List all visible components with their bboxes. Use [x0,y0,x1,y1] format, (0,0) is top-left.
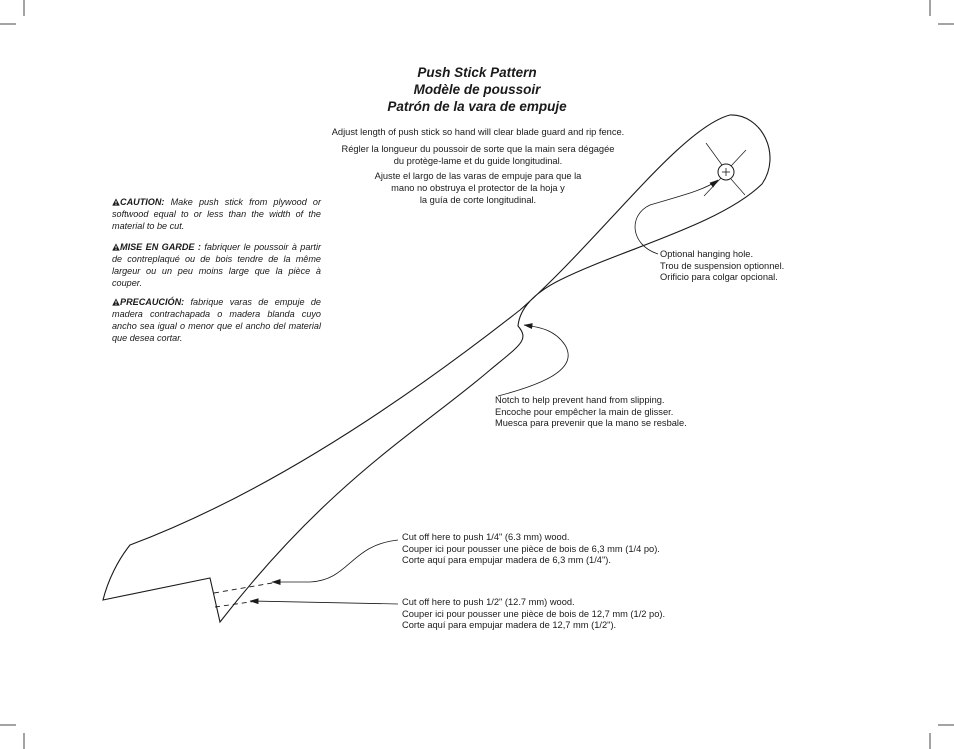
title-fr: Modèle de poussoir [413,82,541,97]
caution-fr-text: fabriquer le poussoir à partir de contreplaqué ou de bois tendre de la même largeur ou un peu moins large que la pièce à couper. [112,242,321,288]
instruction-fr-line2: du protège-lame et du guide longitudinal. [393,156,563,166]
notch-en: Notch to help prevent hand from slipping. [495,395,665,405]
hanging-hole-leader [635,180,718,254]
caution-fr-heading: MISE EN GARDE : [120,242,201,252]
cut-half-leader [250,601,398,604]
notch-fr: Encoche pour empêcher la main de glisser. [495,406,674,417]
callout-cut-half [402,597,665,632]
instruction-en: Adjust length of push stick so hand will clear blade guard and rip fence. [331,127,625,137]
warning-triangle-icon [112,198,120,206]
callout-cut-quarter [402,532,660,567]
cut-quarter-es: Corte aquí para empujar madera de 6,3 mm (1/4"). [402,555,611,565]
caution-es-heading: PRECAUCIÓN: [120,297,185,307]
hanging-hole-es: Orificio para colgar opcional. [660,272,778,282]
cut-quarter-en: Cut off here to push 1/4" (6.3 mm) wood. [402,532,570,542]
notch-es: Muesca para prevenir que la mano se resbale. [495,418,687,428]
notch-leader [498,325,568,396]
caution-es [112,296,321,344]
hanging-hole-en: Optional hanging hole. [660,249,754,259]
cut-half-es: Corte aquí para empujar madera de 12,7 mm (1/2"). [402,620,617,630]
caution-en [112,196,321,232]
title-es: Patrón de la vara de empuje [387,99,567,114]
cut-half-fr: Couper ici pour pousser une pièce de bois de 12,7 mm (1/2 po). [402,608,666,619]
crosshair-icon [704,143,746,196]
caution-en-text: Make push stick from plywood or softwood equal to or less than the width of the material to be cut. [112,197,321,231]
callout-notch [495,395,687,430]
instruction-fr [313,143,643,167]
instruction-es [313,170,643,206]
warning-triangle-icon [112,298,120,306]
callout-hanging-hole [660,249,784,284]
caution-fr [112,241,321,289]
caution-en-heading: CAUTION: [120,197,165,207]
instruction-es-line2: mano no obstruya el protector de la hoja y [391,183,565,193]
caution-es-text: fabrique varas de empuje de madera contrachapada o madera blanda cuyo ancho sea igual o menor que el ancho del material que desea cortar. [112,297,321,343]
cut-quarter-fr: Couper ici pour pousser une pièce de bois de 6,3 mm (1/4 po). [402,543,660,554]
instruction-es-line1: Ajuste el largo de las varas de empuje para que la [374,171,582,181]
warning-triangle-icon [112,243,120,251]
cut-half-en: Cut off here to push 1/2" (12.7 mm) wood. [402,597,575,607]
cut-quarter-leader [272,540,398,582]
instruction-es-line3: la guía de corte longitudinal. [419,195,537,205]
title-en: Push Stick Pattern [417,65,537,80]
hanging-hole-fr: Trou de suspension optionnel. [660,260,785,271]
instruction-fr-line1: Régler la longueur du poussoir de sorte que la main sera dégagée [341,144,615,154]
cut-line-quarter [214,582,278,593]
